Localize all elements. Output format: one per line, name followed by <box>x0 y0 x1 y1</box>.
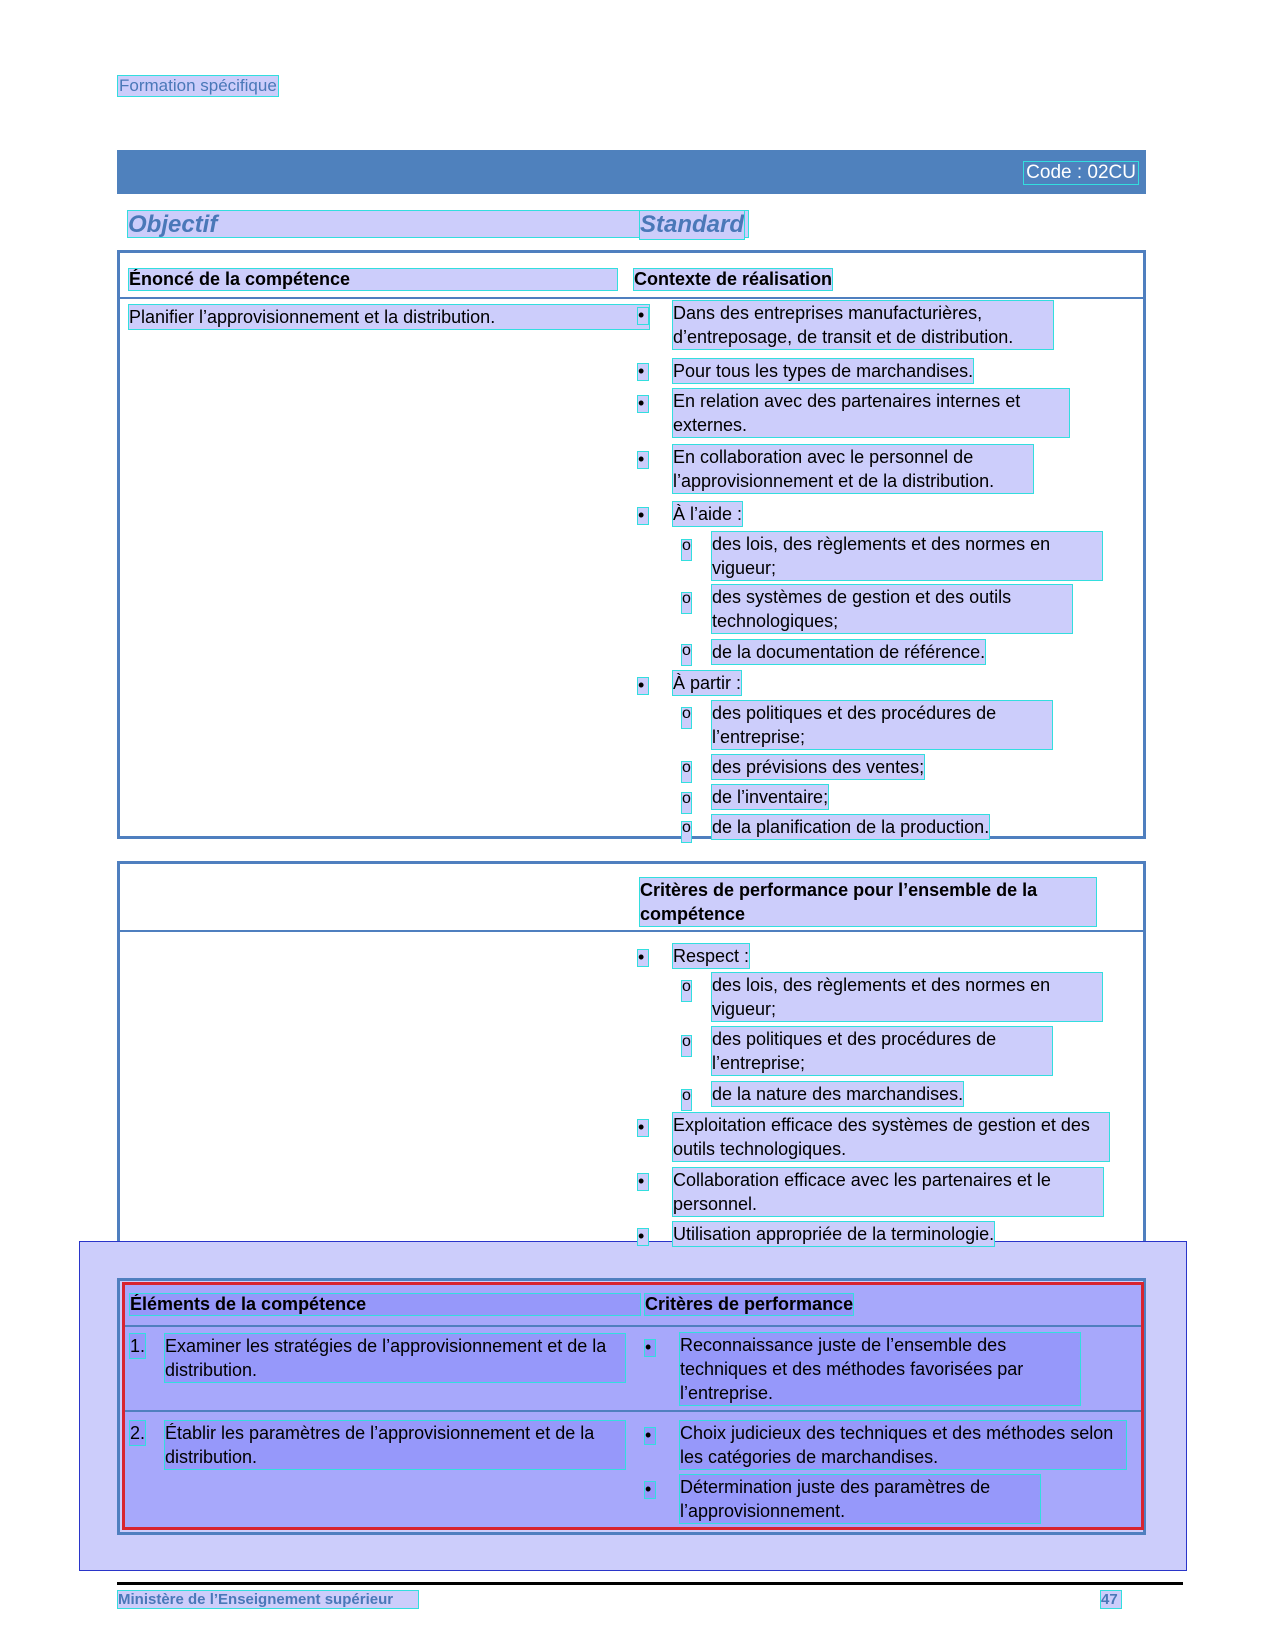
list-item: des lois, des règlements et des normes en vigueur; <box>712 532 1102 580</box>
list-item: À partir : <box>673 673 742 693</box>
criteria-heading: Critères de performance <box>645 1294 854 1314</box>
list-item: À l’aide : <box>673 504 743 524</box>
bullet-icon <box>638 396 648 412</box>
criteria-item: Choix judicieux des techniques et des méthodes selon les catégories de marchandises. <box>680 1421 1126 1469</box>
sub-bullet-icon <box>682 645 691 665</box>
bullet-icon <box>645 1340 655 1356</box>
list-item: Exploitation efficace des systèmes de gestion et des outils technologiques. <box>673 1113 1109 1161</box>
bullet-icon <box>638 452 648 468</box>
bullet-icon <box>638 950 648 966</box>
list-item: Collaboration efficace avec les partenaires et le personnel. <box>673 1168 1103 1216</box>
bullet-icon <box>638 1120 648 1136</box>
list-item: de la planification de la production. <box>712 817 990 837</box>
list-item: Utilisation appropriée de la terminologie. <box>673 1224 995 1244</box>
bullet-icon <box>638 1229 648 1245</box>
bullet-icon <box>638 678 648 694</box>
sub-bullet-icon <box>682 708 691 728</box>
list-item: des lois, des règlements et des normes en vigueur; <box>712 973 1102 1021</box>
list-item: Pour tous les types de marchandises. <box>673 361 974 381</box>
element-text: Examiner les stratégies de l’approvisionnement et de la distribution. <box>165 1334 625 1382</box>
competence-statement: Planifier l’approvisionnement et la distribution. <box>129 305 649 329</box>
list-item: des prévisions des ventes; <box>712 757 925 777</box>
element-text: Établir les paramètres de l’approvisionnement et de la distribution. <box>165 1421 625 1469</box>
elements-heading: Éléments de la compétence <box>130 1294 640 1315</box>
competence-code: Code : 02CU <box>1026 162 1136 183</box>
enonce-heading: Énoncé de la compétence <box>129 269 617 290</box>
list-item: de l’inventaire; <box>712 787 829 807</box>
list-item: Dans des entreprises manufacturières, d’entreposage, de transit et de distribution. <box>673 301 1053 349</box>
bullet-icon <box>638 1174 648 1190</box>
code-bar <box>117 150 1146 194</box>
list-item: des politiques et des procédures de l’entreprise; <box>712 1027 1052 1075</box>
element-number: 2. <box>130 1423 146 1443</box>
program-label: Formation spécifique <box>119 76 277 95</box>
list-item: En relation avec des partenaires internes et externes. <box>673 389 1069 437</box>
standard-title: Standard <box>640 211 745 238</box>
objectif-title: Objectif <box>128 211 748 237</box>
criteria-overall-heading: Critères de performance pour l’ensemble de la compétence <box>640 878 1096 926</box>
bullet-icon <box>638 364 648 380</box>
sub-bullet-icon <box>682 762 691 782</box>
bullet-icon <box>645 1482 655 1498</box>
page-number: 47 <box>1101 1591 1121 1608</box>
sub-bullet-icon <box>682 540 691 560</box>
list-item: de la documentation de référence. <box>712 642 986 662</box>
sub-bullet-icon <box>682 1090 691 1110</box>
list-item: En collaboration avec le personnel de l’approvisionnement et de la distribution. <box>673 445 1033 493</box>
footer-ministry: Ministère de l’Enseignement supérieur <box>118 1591 418 1608</box>
sub-bullet-icon <box>682 822 691 842</box>
bullet-icon <box>645 1428 655 1444</box>
element-number: 1. <box>130 1336 146 1356</box>
sub-bullet-icon <box>682 593 691 613</box>
contexte-heading: Contexte de réalisation <box>634 269 833 289</box>
list-item: Respect : <box>673 946 750 966</box>
criteria-item: Détermination juste des paramètres de l’approvisionnement. <box>680 1475 1040 1523</box>
sub-bullet-icon <box>682 981 691 1001</box>
bullet-icon <box>638 308 648 324</box>
bullet-icon <box>638 508 648 524</box>
list-item: des politiques et des procédures de l’entreprise; <box>712 701 1052 749</box>
footer-rule <box>117 1582 1183 1585</box>
elements-table <box>122 1282 1144 1530</box>
sub-bullet-icon <box>682 793 691 813</box>
criteria-item: Reconnaissance juste de l’ensemble des techniques et des méthodes favorisées par l’entreprise. <box>680 1333 1080 1405</box>
list-item: des systèmes de gestion et des outils technologiques; <box>712 585 1072 633</box>
sub-bullet-icon <box>682 1036 691 1056</box>
list-item: de la nature des marchandises. <box>712 1084 964 1104</box>
